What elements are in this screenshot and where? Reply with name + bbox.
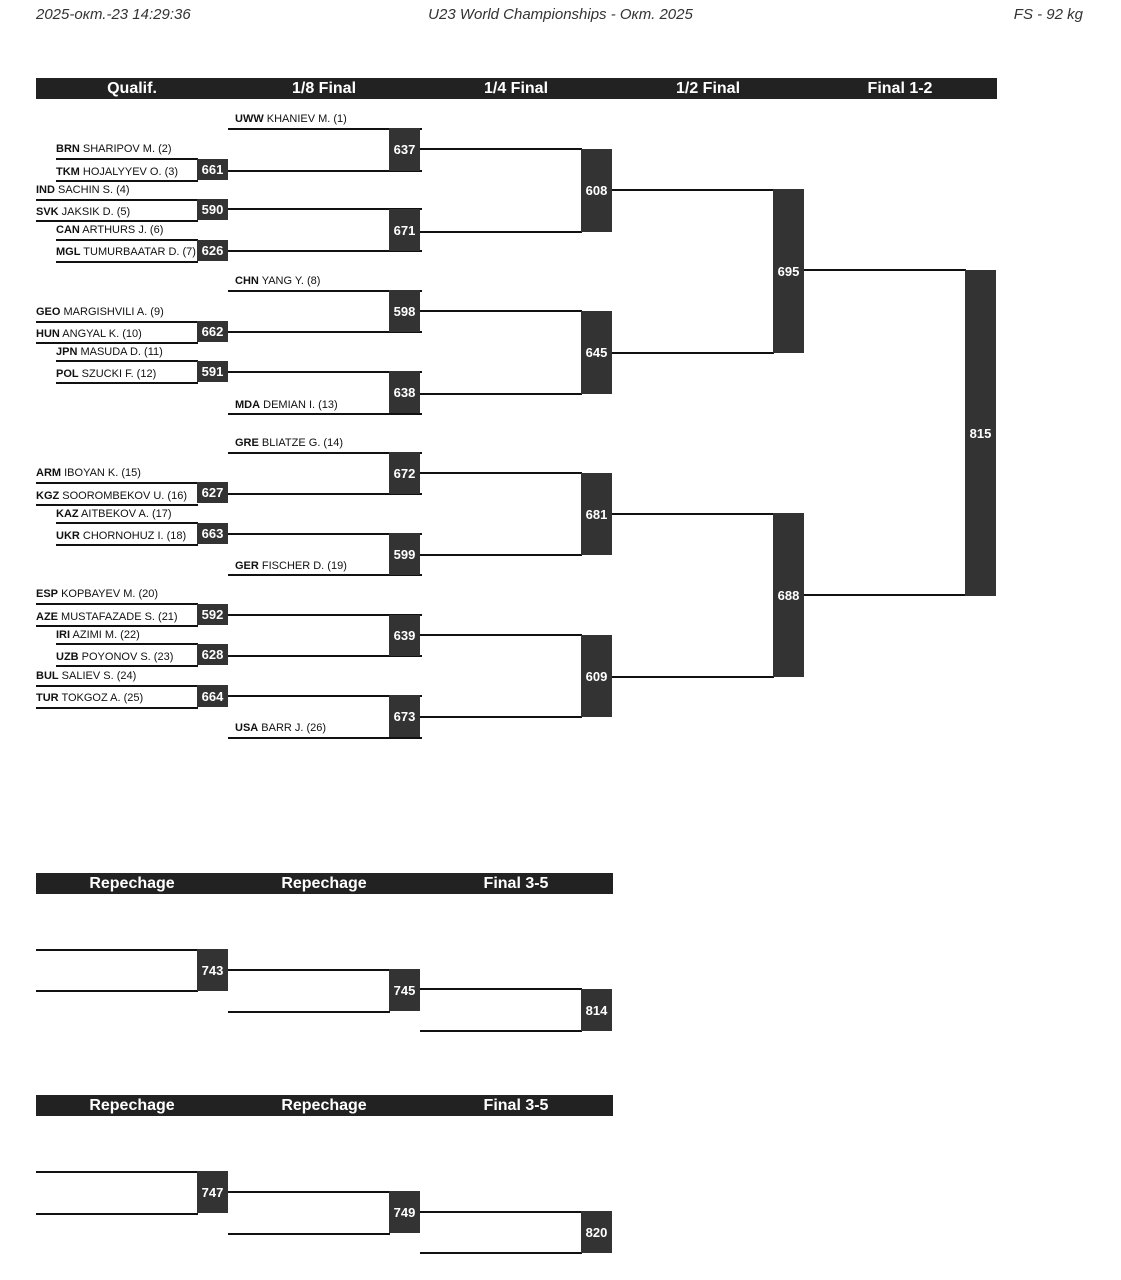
competitor-nation: CAN <box>56 224 80 236</box>
competitor-nation: ESP <box>36 588 59 600</box>
bracket-line <box>56 544 198 546</box>
bracket-line <box>36 685 198 687</box>
bout-box-final[interactable]: 815 <box>965 270 996 596</box>
competitor-label: HOJALYYEV O. (3) <box>79 166 179 178</box>
rep1-round-label-1: Repechage <box>89 875 175 892</box>
bracket-line <box>420 554 582 556</box>
competitor-nation: UZB <box>56 651 79 663</box>
bout-box-r16[interactable]: 639 <box>389 615 420 656</box>
bout-box-qualif[interactable]: 626 <box>197 240 228 261</box>
competitor-name <box>36 328 142 341</box>
bout-box-sf[interactable]: 688 <box>773 513 804 677</box>
bracket-line <box>228 1191 390 1193</box>
competitor-label: BLIATZE G. (14) <box>258 437 343 449</box>
competitor-nation: USA <box>235 722 259 734</box>
competitor-name <box>235 399 338 412</box>
bracket-line <box>804 594 966 596</box>
competitor-name <box>235 437 343 450</box>
bracket-line <box>36 482 198 484</box>
bracket-line <box>36 1213 198 1215</box>
competitor-name <box>56 166 178 179</box>
bracket-line <box>56 261 198 263</box>
bracket-line <box>420 634 582 636</box>
competitor-name <box>36 306 164 319</box>
bout-box-qualif[interactable]: 664 <box>197 685 228 707</box>
bracket-line <box>420 148 582 150</box>
round-label-qualif: Qualif. <box>107 80 157 97</box>
bracket-line <box>228 413 422 415</box>
bout-box-qualif[interactable]: 628 <box>197 644 228 665</box>
competitor-nation: POL <box>56 368 79 380</box>
bracket-line <box>56 158 198 160</box>
competitor-label: TUMURBAATAR D. (7) <box>80 246 196 258</box>
competitor-label: CHORNOHUZ I. (18) <box>79 530 187 542</box>
competitor-name <box>56 629 140 642</box>
bracket-line <box>228 737 422 739</box>
competitor-label: BARR J. (26) <box>258 722 327 734</box>
bout-box-qf[interactable]: 645 <box>581 311 612 394</box>
bout-box-bronze[interactable]: 814 <box>581 989 612 1031</box>
bracket-line <box>56 239 198 241</box>
rep2-round-label-3: Final 3-5 <box>483 1097 549 1114</box>
competitor-label: FISCHER D. (19) <box>258 560 347 572</box>
competitor-name <box>235 722 326 735</box>
competitor-label: YANG Y. (8) <box>258 275 321 287</box>
bracket-line <box>36 504 198 506</box>
competitor-nation: MGL <box>56 246 81 258</box>
round-label-sf: 1/2 Final <box>675 80 741 97</box>
bracket-line <box>36 949 198 951</box>
competitor-nation: BRN <box>56 143 80 155</box>
bout-box-r16[interactable]: 637 <box>389 128 420 171</box>
competitor-label: MASUDA D. (11) <box>77 346 163 358</box>
bout-box-bronze[interactable]: 820 <box>581 1211 612 1253</box>
bout-box-qualif[interactable]: 591 <box>197 361 228 382</box>
competitor-name <box>36 588 158 601</box>
bracket-line <box>420 1211 582 1213</box>
bout-box-r16[interactable]: 671 <box>389 209 420 251</box>
bracket-line <box>228 969 390 971</box>
competitor-name <box>56 530 186 543</box>
competitor-label: SACHIN S. (4) <box>54 184 130 196</box>
bout-box-qualif[interactable]: 590 <box>197 199 228 220</box>
competitor-nation: KAZ <box>56 508 79 520</box>
competitor-name <box>36 184 130 197</box>
bracket-line <box>56 643 198 645</box>
competitor-label: MUSTAFAZADE S. (21) <box>58 611 178 623</box>
competitor-name <box>56 508 172 521</box>
competitor-nation: TKM <box>56 166 80 178</box>
round-label-final: Final 1-2 <box>867 80 933 97</box>
bracket-line <box>36 625 198 627</box>
competitor-name <box>56 368 156 381</box>
bout-box-repechage[interactable]: 743 <box>197 949 228 991</box>
competitor-name <box>36 467 141 480</box>
bracket-line <box>804 269 966 271</box>
competitor-nation: KGZ <box>36 490 60 502</box>
competitor-name <box>235 275 320 288</box>
competitor-name <box>235 560 347 573</box>
competitor-name <box>36 692 143 705</box>
bracket-line <box>36 1171 198 1173</box>
competitor-nation: UWW <box>235 113 264 125</box>
bout-box-qf[interactable]: 609 <box>581 635 612 717</box>
main-rounds-band <box>36 78 997 99</box>
competitor-label: AITBEKOV A. (17) <box>78 508 172 520</box>
competitor-nation: GRE <box>235 437 259 449</box>
bout-box-repechage[interactable]: 745 <box>389 969 420 1011</box>
bout-box-qf[interactable]: 608 <box>581 149 612 232</box>
competitor-label: MARGISHVILI A. (9) <box>60 306 164 318</box>
bracket-line <box>36 707 198 709</box>
event-title: U23 World Championships - Окт. 2025 <box>428 6 693 23</box>
bout-box-r16[interactable]: 673 <box>389 695 420 737</box>
competitor-label: KHANIEV M. (1) <box>263 113 347 125</box>
competitor-nation: UKR <box>56 530 80 542</box>
competitor-name <box>36 670 136 683</box>
print-datetime: 2025-окт.-23 14:29:36 <box>36 6 191 23</box>
competitor-label: SALIEV S. (24) <box>58 670 137 682</box>
bout-box-r16[interactable]: 599 <box>389 533 420 575</box>
bracket-line <box>36 342 198 344</box>
bracket-line <box>56 180 198 182</box>
bracket-line <box>420 1030 582 1032</box>
competitor-nation: BUL <box>36 670 59 682</box>
competitor-name <box>56 651 173 664</box>
bracket-line <box>612 676 774 678</box>
bracket-line <box>612 352 774 354</box>
bout-box-qualif[interactable]: 627 <box>197 482 228 503</box>
competitor-nation: JPN <box>56 346 78 358</box>
competitor-nation: CHN <box>235 275 259 287</box>
bracket-line <box>420 231 582 233</box>
bout-box-sf[interactable]: 695 <box>773 189 804 353</box>
bout-box-r16[interactable]: 598 <box>389 290 420 332</box>
bout-box-r16[interactable]: 672 <box>389 452 420 494</box>
competitor-label: ANGYAL K. (10) <box>59 328 142 340</box>
repechage-band-1 <box>36 873 613 894</box>
bracket-line <box>228 1011 390 1013</box>
rep1-round-label-2: Repechage <box>281 875 367 892</box>
competitor-nation: GER <box>235 560 259 572</box>
rep2-round-label-2: Repechage <box>281 1097 367 1114</box>
competitor-nation: HUN <box>36 328 60 340</box>
competitor-label: ARTHURS J. (6) <box>79 224 164 236</box>
bracket-line <box>612 189 774 191</box>
bout-box-repechage[interactable]: 747 <box>197 1171 228 1213</box>
competitor-label: AZIMI M. (22) <box>70 629 140 641</box>
competitor-label: DEMIAN I. (13) <box>260 399 338 411</box>
bracket-line <box>612 513 774 515</box>
bout-box-qualif[interactable]: 662 <box>197 321 228 342</box>
competitor-label: SHARIPOV M. (2) <box>79 143 172 155</box>
bracket-line <box>36 990 198 992</box>
bracket-line <box>36 220 198 222</box>
competitor-label: TOKGOZ A. (25) <box>58 692 144 704</box>
competitor-nation: IRI <box>56 629 71 641</box>
rep2-round-label-1: Repechage <box>89 1097 175 1114</box>
repechage-band-2 <box>36 1095 613 1116</box>
bout-box-qualif[interactable]: 663 <box>197 523 228 544</box>
bracket-line <box>420 472 582 474</box>
competitor-nation: SVK <box>36 206 59 218</box>
competitor-label: JAKSIK D. (5) <box>58 206 131 218</box>
bout-box-r16[interactable]: 638 <box>389 371 420 413</box>
competitor-nation: ARM <box>36 467 62 479</box>
competitor-label: POYONOV S. (23) <box>78 651 174 663</box>
competitor-name <box>235 113 347 126</box>
competitor-name <box>56 143 172 156</box>
bracket-line <box>56 360 198 362</box>
bracket-line <box>420 310 582 312</box>
competitor-name <box>56 224 163 237</box>
competitor-name <box>56 246 196 259</box>
competitor-label: KOPBAYEV M. (20) <box>58 588 159 600</box>
bracket-line <box>56 522 198 524</box>
weight-category: FS - 92 kg <box>1013 6 1083 23</box>
competitor-name <box>36 490 187 503</box>
competitor-name <box>56 346 163 359</box>
bracket-line <box>228 1233 390 1235</box>
rep1-round-label-3: Final 3-5 <box>483 875 549 892</box>
competitor-nation: AZE <box>36 611 58 623</box>
bracket-line <box>420 1252 582 1254</box>
competitor-label: SZUCKI F. (12) <box>78 368 157 380</box>
competitor-label: SOOROMBEKOV U. (16) <box>59 490 187 502</box>
bracket-line <box>36 321 198 323</box>
bracket-line <box>420 716 582 718</box>
competitor-nation: TUR <box>36 692 59 704</box>
competitor-name <box>36 206 130 219</box>
bracket-line <box>56 382 198 384</box>
round-label-qf: 1/4 Final <box>483 80 549 97</box>
bracket-line <box>36 603 198 605</box>
bracket-line <box>420 393 582 395</box>
bracket-line <box>36 199 198 201</box>
bout-box-qualif[interactable]: 661 <box>197 159 228 180</box>
bracket-line <box>420 988 582 990</box>
bout-box-qualif[interactable]: 592 <box>197 604 228 625</box>
bout-box-qf[interactable]: 681 <box>581 473 612 555</box>
competitor-nation: GEO <box>36 306 61 318</box>
competitor-name <box>36 611 178 624</box>
competitor-nation: MDA <box>235 399 261 411</box>
bout-box-repechage[interactable]: 749 <box>389 1191 420 1233</box>
bracket-line <box>56 665 198 667</box>
competitor-label: IBOYAN K. (15) <box>61 467 141 479</box>
round-label-r16: 1/8 Final <box>291 80 357 97</box>
competitor-nation: IND <box>36 184 55 196</box>
